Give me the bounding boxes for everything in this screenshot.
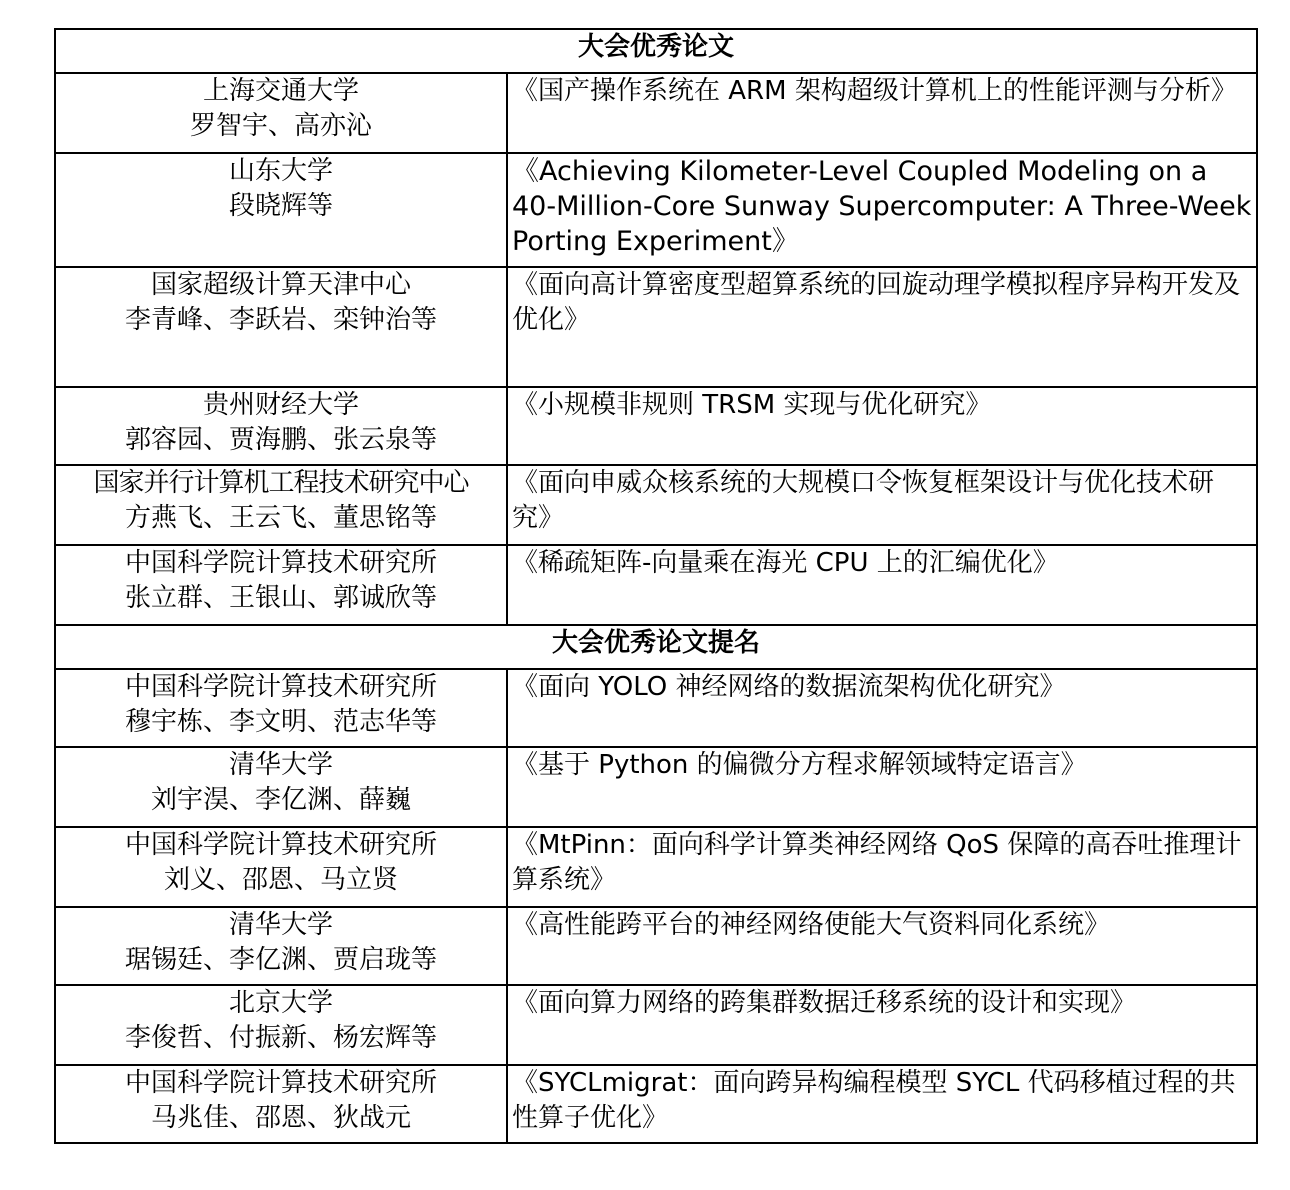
org-name: 清华大学	[228, 910, 333, 940]
org-cell	[55, 985, 507, 1065]
section-header-row	[55, 29, 1257, 73]
author-names: 李俊哲、付振新、杨宏辉等	[124, 1023, 437, 1053]
author-names: 穆宇栋、李文明、范志华等	[124, 707, 437, 737]
section-heading: 大会优秀论文	[55, 29, 1257, 73]
table-row	[55, 1065, 1257, 1143]
org-cell	[55, 747, 507, 827]
org-name: 贵州财经大学	[202, 390, 359, 420]
author-names: 方燕飞、王云飞、董思铭等	[124, 503, 437, 533]
org-name: 国家超级计算天津中心	[150, 270, 411, 300]
org-name: 山东大学	[228, 156, 333, 186]
paper-title: 《面向算力网络的跨集群数据迁移系统的设计和实现》	[507, 985, 1257, 1065]
table-row	[55, 465, 1257, 545]
table-row	[55, 153, 1257, 267]
org-name: 清华大学	[228, 750, 333, 780]
paper-title: 《面向申威众核系统的大规模口令恢复框架设计与优化技术研究》	[507, 465, 1257, 545]
author-names: 马兆佳、邵恩、狄战元	[150, 1103, 411, 1133]
org-name: 国家并行计算机工程技术研究中心	[93, 468, 469, 498]
org-name: 中国科学院计算技术研究所	[124, 830, 437, 860]
author-names: 段晓辉等	[228, 191, 333, 221]
org-cell	[55, 73, 507, 153]
table-row	[55, 73, 1257, 153]
paper-title: 《MtPinn：面向科学计算类神经网络 QoS 保障的高吞吐推理计算系统》	[507, 827, 1257, 907]
paper-title: 《基于 Python 的偏微分方程求解领域特定语言》	[507, 747, 1257, 827]
org-cell	[55, 387, 507, 465]
paper-title: 《SYCLmigrat：面向跨异构编程模型 SYCL 代码移植过程的共性算子优化》	[507, 1065, 1257, 1143]
org-name: 中国科学院计算技术研究所	[124, 672, 437, 702]
org-cell	[55, 907, 507, 985]
org-cell	[55, 465, 507, 545]
table-row	[55, 545, 1257, 625]
table-row	[55, 985, 1257, 1065]
org-cell	[55, 1065, 507, 1143]
author-names: 刘宇淏、李亿渊、薛巍	[150, 785, 411, 815]
table-row	[55, 669, 1257, 747]
table-row	[55, 267, 1257, 387]
paper-title: 《Achieving Kilometer-Level Coupled Modeling on a 40-Million-Core Sunway Supercomputer: A Three-Week Porting Experiment》	[507, 153, 1257, 267]
author-names: 李青峰、李跃岩、栾钟治等	[124, 305, 437, 335]
org-name: 上海交通大学	[202, 76, 359, 106]
org-name: 中国科学院计算技术研究所	[124, 1068, 437, 1098]
table-row	[55, 827, 1257, 907]
org-cell	[55, 545, 507, 625]
paper-title: 《高性能跨平台的神经网络使能大气资料同化系统》	[507, 907, 1257, 985]
table-row	[55, 907, 1257, 985]
author-names: 刘义、邵恩、马立贤	[163, 865, 398, 895]
org-name: 中国科学院计算技术研究所	[124, 548, 437, 578]
paper-title: 《面向 YOLO 神经网络的数据流架构优化研究》	[507, 669, 1257, 747]
org-cell	[55, 827, 507, 907]
author-names: 罗智宇、高亦沁	[189, 111, 372, 141]
award-table	[54, 28, 1258, 1144]
org-cell	[55, 267, 507, 387]
paper-title: 《国产操作系统在 ARM 架构超级计算机上的性能评测与分析》	[507, 73, 1257, 153]
org-cell	[55, 153, 507, 267]
paper-title: 《面向高计算密度型超算系统的回旋动理学模拟程序异构开发及优化》	[507, 267, 1257, 387]
paper-title: 《稀疏矩阵-向量乘在海光 CPU 上的汇编优化》	[507, 545, 1257, 625]
section-header-row	[55, 625, 1257, 669]
org-cell	[55, 669, 507, 747]
author-names: 郭容园、贾海鹏、张云泉等	[124, 425, 437, 455]
author-names: 张立群、王银山、郭诚欣等	[124, 583, 437, 613]
paper-title: 《小规模非规则 TRSM 实现与优化研究》	[507, 387, 1257, 465]
table-row	[55, 387, 1257, 465]
table-row	[55, 747, 1257, 827]
author-names: 琚锡廷、李亿渊、贾启珑等	[124, 945, 437, 975]
org-name: 北京大学	[228, 988, 333, 1018]
section-heading: 大会优秀论文提名	[55, 625, 1257, 669]
